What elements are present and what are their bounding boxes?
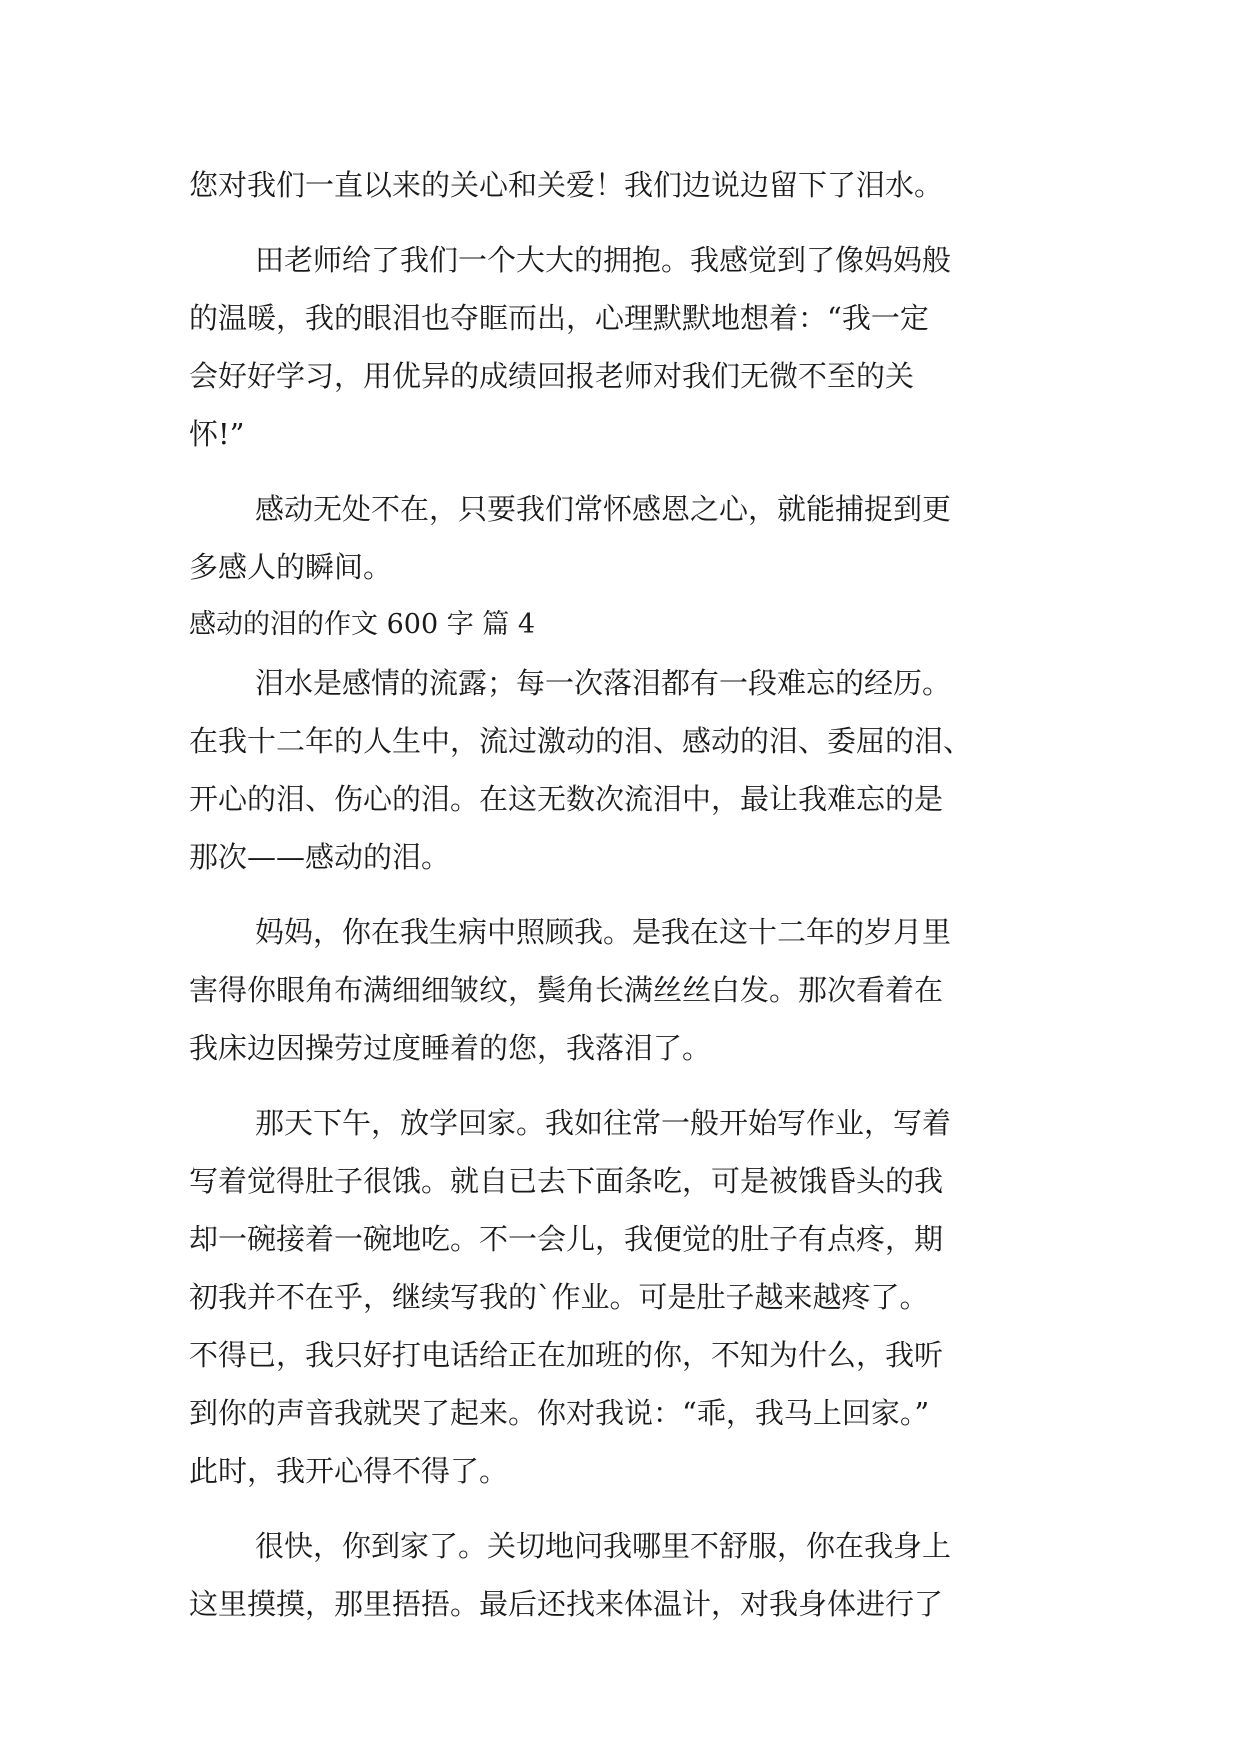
text-line: 开心的泪、伤心的泪。在这无数次流泪中，最让我难忘的是 <box>189 782 944 816</box>
text-line: 那天下午，放学回家。我如往常一般开始写作业，写着 <box>255 1106 952 1140</box>
text-line: 不得已，我只好打电话给正在加班的你，不知为什么，我听 <box>189 1338 944 1372</box>
section-heading <box>189 596 1069 654</box>
text-line: 这里摸摸，那里捂捂。最后还找来体温计，对我身体进行了 <box>189 1587 944 1621</box>
text-line: 会好好学习，用优异的成绩回报老师对我们无微不至的关 <box>189 359 915 393</box>
text-line: 害得你眼角布满细细皱纹，鬓角长满丝丝白发。那次看着在 <box>189 973 944 1007</box>
paragraph <box>189 231 1069 463</box>
paragraph <box>189 903 1069 1077</box>
text-line: 到你的声音我就哭了起来。你对我说：“乖，我马上回家。” <box>189 1396 930 1430</box>
text-line: 却一碗接着一碗地吃。不一会儿，我便觉的肚子有点疼，期 <box>189 1222 944 1256</box>
paragraph <box>189 1094 1069 1500</box>
text-line: 您对我们一直以来的关心和关爱！我们边说边留下了泪水。 <box>189 168 944 202</box>
heading-text: 感动的泪的作文 600 字 篇 4 <box>189 609 536 640</box>
text-line: 我床边因操劳过度睡着的您，我落泪了。 <box>189 1031 712 1065</box>
text-line: 妈妈，你在我生病中照顾我。是我在这十二年的岁月里 <box>255 915 952 949</box>
paragraph <box>189 1517 1069 1633</box>
text-line: 很快，你到家了。关切地问我哪里不舒服，你在我身上 <box>255 1529 952 1563</box>
text-line: 初我并不在乎，继续写我的`作业。可是肚子越来越疼了。 <box>189 1280 929 1314</box>
text-line: 在我十二年的人生中，流过激动的泪、感动的泪、委屈的泪、 <box>189 724 973 758</box>
text-line: 此时，我开心得不得了。 <box>189 1454 509 1488</box>
text-line: 的温暖，我的眼泪也夺眶而出，心理默默地想着：“我一定 <box>189 301 929 335</box>
paragraph <box>189 156 1069 214</box>
text-line: 多感人的瞬间。 <box>189 550 393 584</box>
text-line: 那次——感动的泪。 <box>189 840 451 874</box>
text-line: 泪水是感情的流露；每一次落泪都有一段难忘的经历。 <box>255 666 952 700</box>
paragraph <box>189 480 1069 596</box>
paragraph <box>189 654 1069 886</box>
text-line: 写着觉得肚子很饿。就自已去下面条吃，可是被饿昏头的我 <box>189 1164 944 1198</box>
text-line: 感动无处不在，只要我们常怀感恩之心，就能捕捉到更 <box>255 492 952 526</box>
text-line: 怀!” <box>189 417 245 451</box>
text-line: 田老师给了我们一个大大的拥抱。我感觉到了像妈妈般 <box>255 243 952 277</box>
document-body <box>189 156 1069 1633</box>
